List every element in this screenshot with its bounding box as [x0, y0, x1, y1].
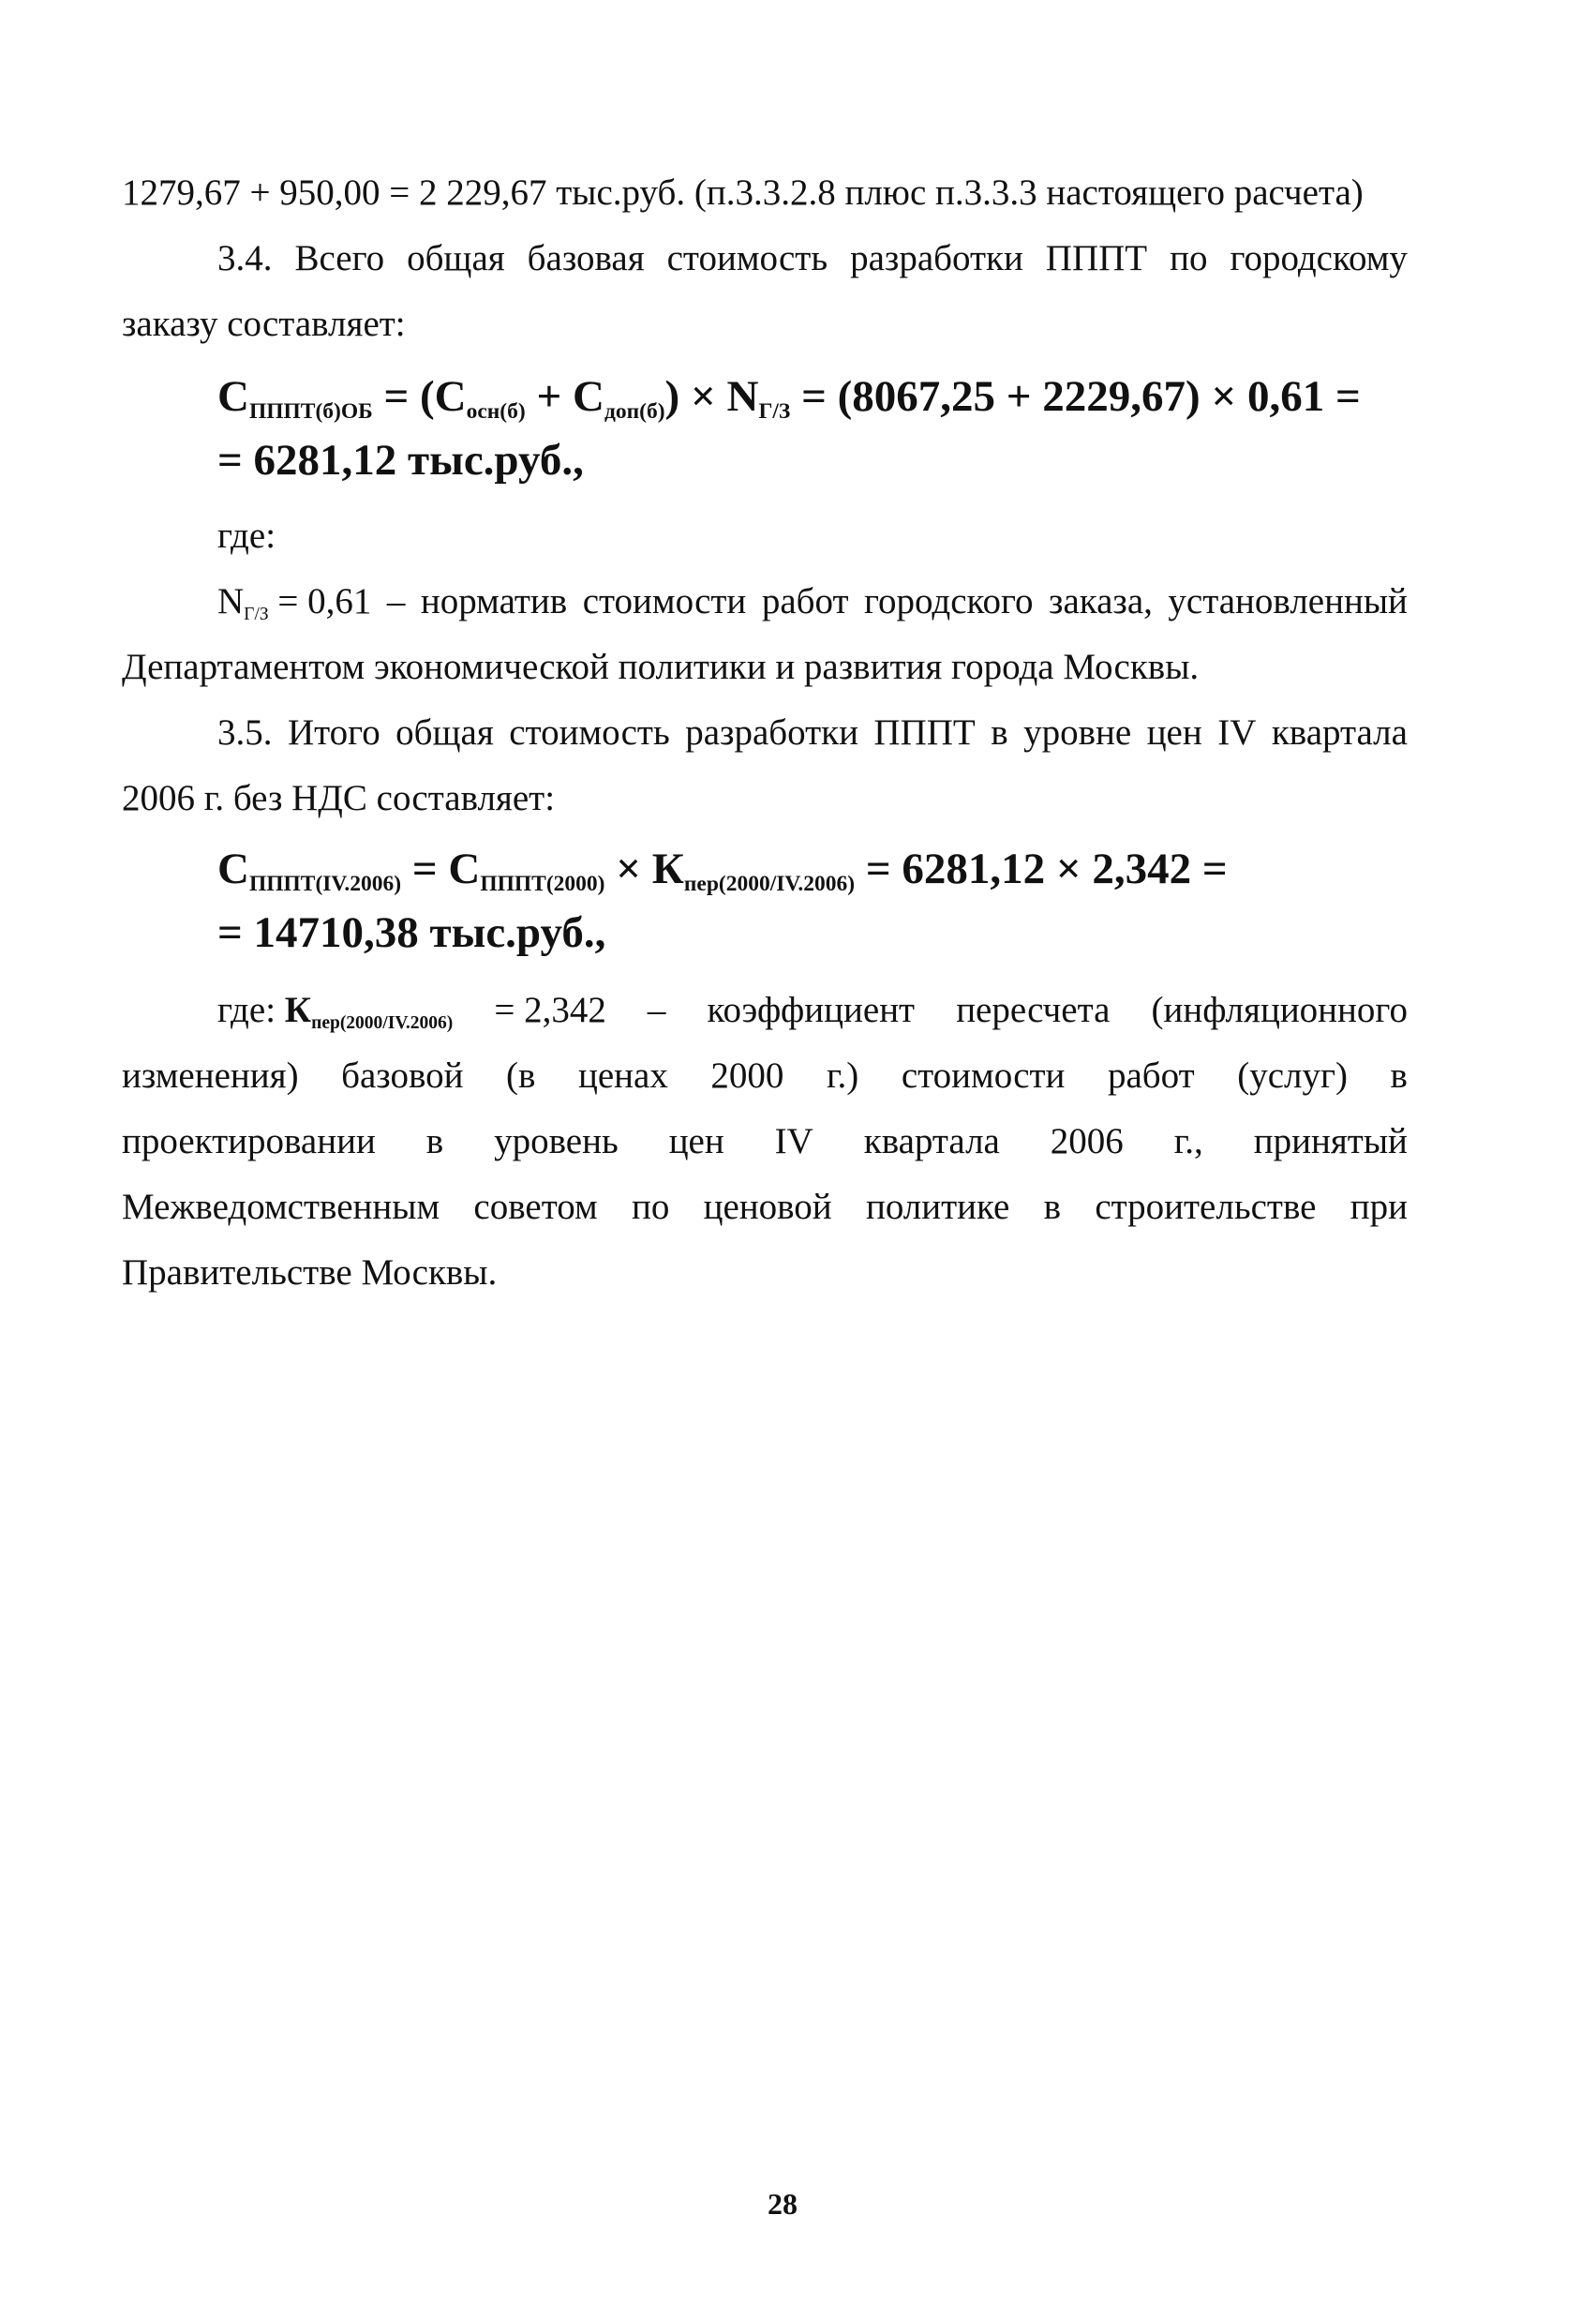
paragraph-3-5-line2	[122, 780, 555, 816]
word: проектировании	[122, 1121, 376, 1161]
coef-symbol	[217, 990, 454, 1033]
calc-line-sum-text: 1279,67 + 950,00 = 2 229,67 тыс.руб. (п.3.3.2.8 плюс п.3.3.3 настоящего расчета)	[122, 172, 1364, 213]
where-label-text: где:	[217, 990, 276, 1030]
word: коэффициент	[707, 990, 916, 1030]
formula-rest: = (8067,25 + 2229,67) × 0,61 =	[790, 372, 1361, 421]
word: = 0,61	[277, 581, 372, 621]
word: квартала	[1271, 712, 1408, 753]
formula-symbol: К	[651, 845, 684, 893]
word: базовая	[527, 238, 645, 278]
word: 3.5.	[217, 712, 273, 753]
formula-symbol: N	[726, 372, 759, 421]
word: Итого	[287, 712, 380, 753]
formula-rest: = 6281,12 × 2,342 =	[855, 845, 1228, 893]
norm-line2	[122, 649, 1199, 685]
word: изменения)	[122, 1055, 299, 1096]
word: IV	[1217, 712, 1257, 753]
coef-line3	[122, 1123, 1408, 1160]
formula-base-cost	[217, 372, 1361, 425]
word: –	[386, 581, 406, 621]
norm-symbol-sub: Г/З	[244, 604, 269, 624]
word: Межведомственным	[122, 1187, 440, 1227]
word: уровне	[1023, 712, 1132, 753]
formula-subscript: пер(2000/IV.2006)	[683, 872, 856, 897]
norm-line2-text: Департаментом экономической политики и развития города Москвы.	[122, 647, 1200, 687]
word: при	[1350, 1187, 1408, 1227]
where-label	[217, 517, 276, 554]
formula-symbol: С	[217, 372, 249, 421]
formula-subscript: ПППТ(б)ОБ	[248, 399, 373, 425]
formula-base-cost-result	[217, 436, 584, 485]
word: IV	[774, 1121, 813, 1161]
word: заказа,	[1049, 581, 1153, 621]
word: (инфляционного	[1151, 990, 1408, 1030]
word: цен	[1146, 712, 1202, 753]
word: квартала	[863, 1121, 1000, 1161]
word: (в	[506, 1055, 536, 1096]
word: стоимости	[582, 581, 747, 621]
norm-line1	[217, 581, 1408, 624]
word: разработки	[850, 238, 1023, 278]
coef-symbol-sub: пер(2000/IV.2006)	[311, 1012, 454, 1033]
word: 2000	[710, 1055, 784, 1096]
formula-subscript: ПППТ(2000)	[480, 872, 605, 897]
word: Всего	[294, 238, 385, 278]
word: стоимость	[509, 712, 670, 753]
word: (услуг)	[1237, 1055, 1348, 1096]
word: ПППТ	[873, 712, 976, 753]
norm-symbol	[217, 581, 372, 624]
formula-operator: = (	[372, 372, 435, 421]
word: в	[1043, 1187, 1062, 1227]
word: норматив	[420, 581, 568, 621]
word: общая	[407, 238, 505, 278]
formula-symbol: С	[434, 372, 467, 421]
paragraph-3-4-line1	[217, 240, 1408, 277]
word: советом	[473, 1187, 598, 1227]
formula-result-text: = 14710,38 тыс.руб.,	[217, 908, 606, 957]
word: 2006	[1050, 1121, 1124, 1161]
coef-line1	[217, 990, 1408, 1033]
word: стоимости	[901, 1055, 1066, 1096]
word: ценах	[577, 1055, 668, 1096]
formula-subscript: осн(б)	[466, 399, 526, 425]
word: = 2,342	[494, 990, 606, 1030]
paragraph-3-4-line2-text: заказу составляет:	[122, 304, 406, 344]
paragraph-3-5-line1	[217, 714, 1408, 751]
paragraph-3-5-line2-text: 2006 г. без НДС составляет:	[122, 778, 556, 818]
paragraph-3-4-line2	[122, 306, 406, 342]
word: г.)	[826, 1055, 859, 1096]
word: ПППТ	[1045, 238, 1148, 278]
word: цен	[668, 1121, 724, 1161]
where-label-text: где:	[217, 516, 276, 556]
word: городского	[864, 581, 1034, 621]
word: принятый	[1253, 1121, 1408, 1161]
word: городскому	[1230, 238, 1408, 278]
coef-line4	[122, 1189, 1408, 1225]
formula-symbol: С	[573, 372, 604, 421]
word: по	[631, 1187, 670, 1227]
formula-operator: ) ×	[664, 372, 727, 421]
formula-total-cost	[217, 845, 1228, 897]
word: уровень	[494, 1121, 619, 1161]
norm-symbol-main: N	[217, 581, 245, 621]
coef-line5	[122, 1254, 497, 1291]
coef-line2	[122, 1057, 1408, 1094]
formula-subscript: ПППТ(IV.2006)	[248, 872, 402, 897]
coef-line5-text: Правительстве Москвы.	[122, 1252, 498, 1293]
formula-total-cost-result	[217, 908, 606, 957]
word: –	[647, 990, 666, 1030]
formula-operator: ×	[604, 845, 652, 893]
word: в	[1390, 1055, 1408, 1096]
word: 3.4.	[217, 238, 273, 278]
word: политике	[865, 1187, 1010, 1227]
formula-result-text: = 6281,12 тыс.руб.,	[217, 436, 584, 485]
formula-subscript: Г/З	[758, 399, 791, 425]
formula-symbol: С	[217, 845, 249, 893]
formula-subscript: доп(б)	[604, 399, 665, 425]
word: по	[1170, 238, 1208, 278]
formula-operator: =	[401, 845, 449, 893]
word: базовой	[341, 1055, 464, 1096]
word: пересчета	[956, 990, 1111, 1030]
word: в	[425, 1121, 444, 1161]
word: установленный	[1168, 581, 1408, 621]
word: работ	[761, 581, 849, 621]
coef-symbol-main: К	[284, 990, 312, 1030]
page-number: 28	[768, 2187, 798, 2221]
formula-symbol: С	[448, 845, 481, 893]
calc-line-sum	[122, 174, 1364, 211]
word: разработки	[685, 712, 858, 753]
word: стоимость	[666, 238, 828, 278]
formula-operator: +	[525, 372, 573, 421]
word: работ	[1107, 1055, 1195, 1096]
word: в	[991, 712, 1008, 753]
word: общая	[395, 712, 494, 753]
word: строительстве	[1095, 1187, 1317, 1227]
word: ценовой	[703, 1187, 832, 1227]
word: г.,	[1173, 1121, 1203, 1161]
